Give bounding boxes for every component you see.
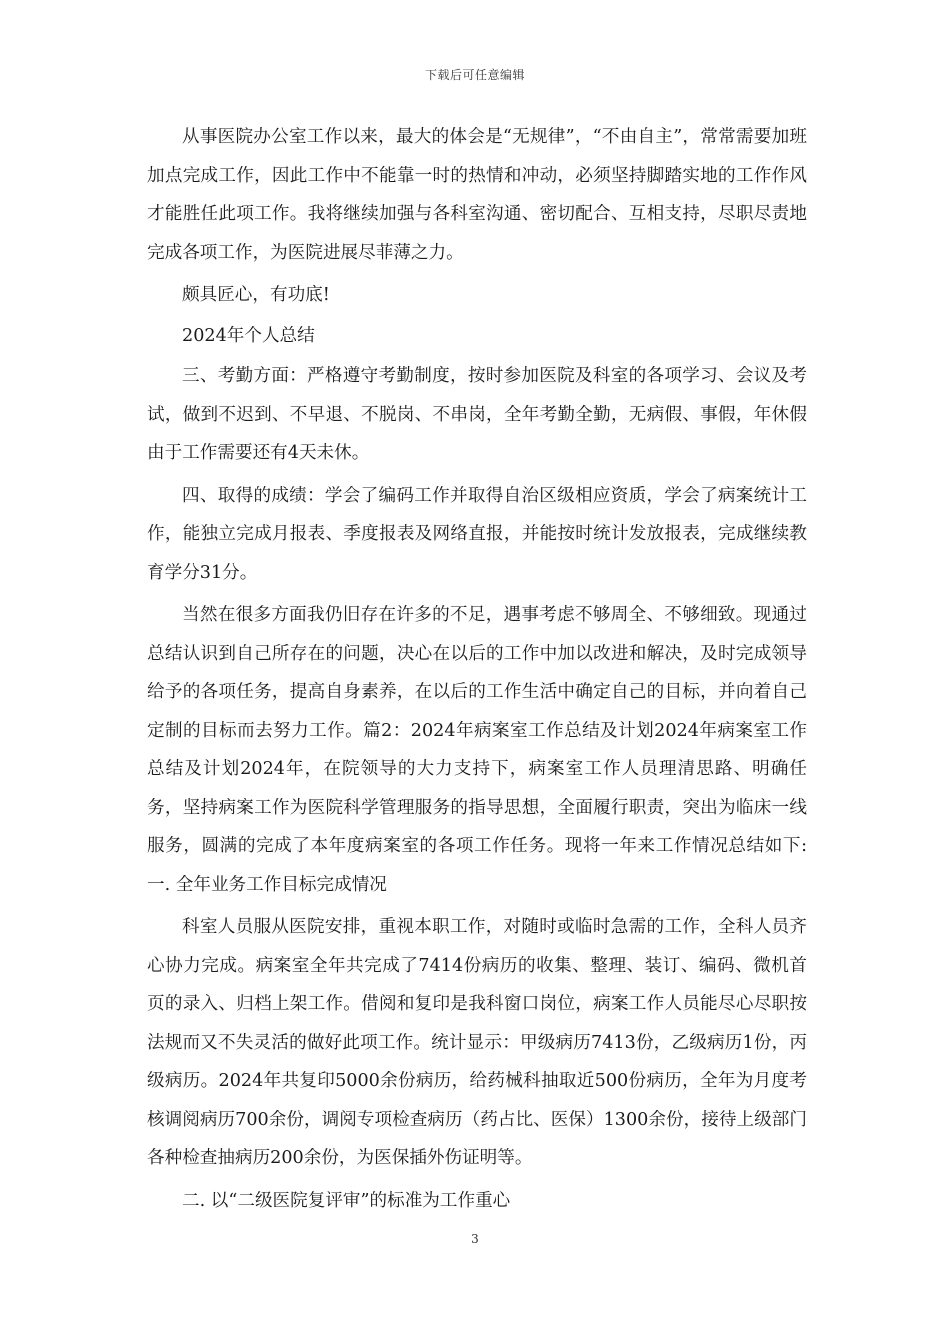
paragraph-office-experience: 从事医院办公室工作以来，最大的体会是“无规律”，“不由自主”，常常需要加班加点完成工作，因此工作中不能靠一时的热情和冲动，必须坚持脚踏实地的工作作风才能胜任此项工作。我将继续加强与各科室沟通、密切配合、互相支持，尽职尽责地完成各项工作，为医院进展尽菲薄之力。 — [147, 127, 807, 263]
page-header: 下载后可任意编辑 — [424, 68, 525, 82]
paragraph-attendance: 三、考勤方面：严格遵守考勤制度，按时参加医院及科室的各项学习、会议及考试，做到不迟到、不早退、不脱岗、不串岗，全年考勤全勤，无病假、事假，年休假由于工作需要还有4天未休。 — [147, 366, 807, 463]
section-title: 2024年个人总结 — [182, 325, 315, 346]
paragraph-achievements: 四、取得的成绩：学会了编码工作并取得自治区级相应资质，学会了病案统计工作，能独立完成月报表、季度报表及网络直报，并能按时统计发放报表，完成继续教育学分31分。 — [147, 485, 807, 583]
paragraph-focus-heading: 二. 以“二级医院复评审”的标准为工作重心 — [182, 1190, 511, 1211]
document-body — [147, 118, 807, 1224]
paragraph-comment: 颇具匠心，有功底! — [182, 285, 330, 305]
paragraph-shortcomings: 当然在很多方面我仍旧存在许多的不足，遇事考虑不够周全、不够细致。现通过总结认识到自己所存在的问题，决心在以后的工作中加以改进和解决，及时完成领导给予的各项任务，提高自身素养，在以后的工作生活中确定自己的目标，并向着自己定制的目标而去努力工作。篇2：2024年病案室工作总结及计划2024年病案室工作总结及计划2024年，在院领导的大力支持下，病案室工作人员理清思路、明确任务，坚持病案工作为医院科学管理服务的指导思想，全面履行职责，突出为临床一线服务，圆满的完成了本年度病案室的各项工作任务。现将一年来工作情况总结如下:一. 全年业务工作目标完成情况 — [147, 605, 807, 895]
paragraph-department-work: 科室人员服从医院安排，重视本职工作，对随时或临时急需的工作，全科人员齐心协力完成。病案室全年共完成了7414份病历的收集、整理、装订、编码、微机首页的录入、归档上架工作。借阅和复印是我科窗口岗位，病案工作人员能尽心尽职按法规而又不失灵活的做好此项工作。统计显示：甲级病历7413份，乙级病历1份，丙级病历。2024年共复印5000余份病历，给药械科抽取近500份病历，全年为月度考核调阅病历700余份，调阅专项检查病历（药占比、医保）1300余份，接待上级部门各种检查抽病历200余份，为医保插外伤证明等。 — [147, 917, 807, 1168]
page-number: 3 — [471, 1232, 479, 1246]
